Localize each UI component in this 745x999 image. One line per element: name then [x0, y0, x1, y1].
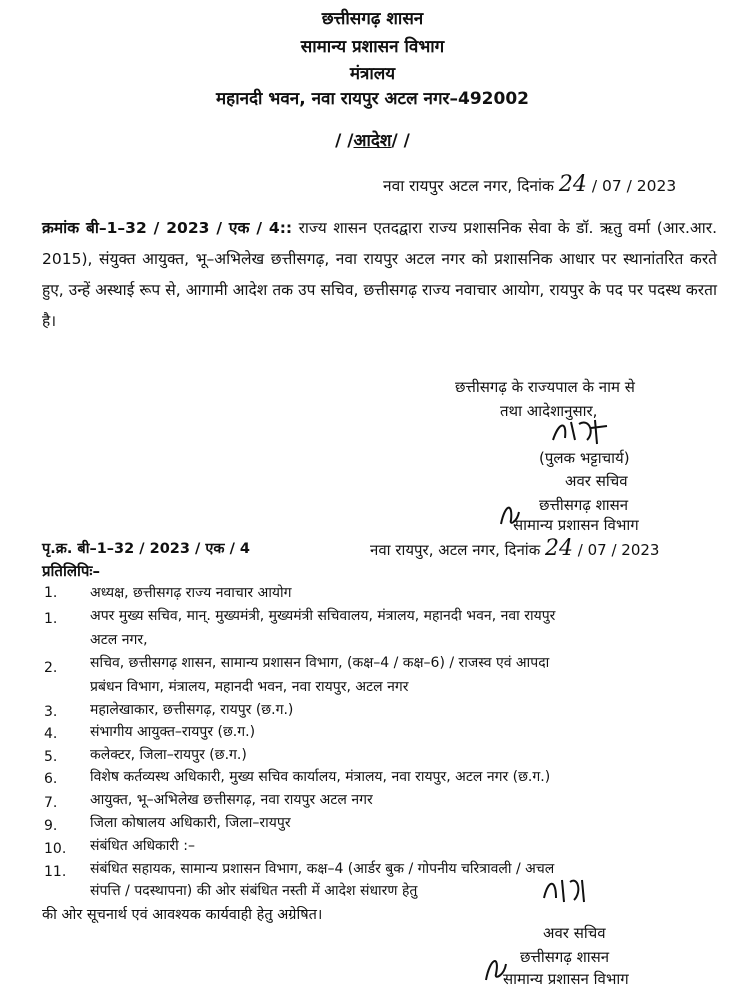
copy-item-num: 6.	[44, 771, 58, 787]
header-line-secretariat: मंत्रालय	[349, 64, 396, 84]
order-title-suffix: / /	[391, 131, 410, 151]
endorsement-month-year: / 07 / 2023	[577, 541, 660, 559]
copy-item-line: संबंधित अधिकारी :–	[90, 838, 195, 854]
order-number: क्रमांक बी–1–32 / 2023 / एक / 4::	[42, 219, 293, 237]
order-body	[42, 213, 717, 337]
order-title-word: आदेश	[353, 131, 392, 151]
copy-item-line: संभागीय आयुक्त–रायपुर (छ.ग.)	[90, 724, 256, 740]
signature1-line1: छत्तीसगढ़ के राज्यपाल के नाम से	[455, 378, 635, 396]
copy-item-num: 2.	[44, 660, 58, 676]
signature1-state: छत्तीसगढ़ शासन	[539, 496, 629, 514]
order-text: राज्य शासन एतदद्वारा राज्य प्रशासनिक सेवा के डॉ. ऋतु वर्मा (आर.आर. 2015), संयुक्त आयुक्त, भू–अभिलेख छत्तीसगढ़, नवा रायपुर अटल नगर को प्रशासनिक आधार पर स्थानांतरित करते हुए, उन्हें अस्थाई रूप से, आगामी आदेश तक उप सचिव, छत्तीसगढ़ राज्य नवाचार आयोग, रायपुर के पद पर पदस्थ करता है।	[42, 219, 717, 330]
copy-item-line: विशेष कर्तव्यस्थ अधिकारी, मुख्य सचिव कार्यालय, मंत्रालय, नवा रायपुर, अटल नगर (छ.ग.)	[90, 769, 551, 785]
copy-item-num: 7.	[44, 795, 58, 811]
copy-item-line: कलेक्टर, जिला–रायपुर (छ.ग.)	[90, 747, 247, 763]
copy-item-line: अटल नगर,	[90, 632, 148, 648]
copy-item-line: अपर मुख्य सचिव, मान्. मुख्यमंत्री, मुख्यमंत्री सचिवालय, मंत्रालय, महानदी भवन, नवा रायपुर	[90, 608, 556, 624]
signature2-state: छत्तीसगढ़ शासन	[520, 948, 610, 966]
copy-item-num: 3.	[44, 704, 58, 720]
order-title	[0, 128, 745, 151]
copy-item-num: 5.	[44, 749, 58, 765]
copy-item-line: आयुक्त, भू–अभिलेख छत्तीसगढ़, नवा रायपुर अटल नगर	[90, 792, 373, 808]
signature1-name: (पुलक भट्टाचार्य)	[539, 449, 630, 467]
endorsement-dateline	[370, 536, 659, 561]
copy-item-num: 1.	[44, 585, 58, 601]
copy-item-line: महालेखाकार, छत्तीसगढ़, रायपुर (छ.ग.)	[90, 702, 294, 718]
copy-label: प्रतिलिपिः–	[42, 562, 100, 580]
copy-item-line: संबंधित सहायक, सामान्य प्रशासन विभाग, कक्ष–4 (आर्डर बुक / गोपनीय चरित्रावली / अचल	[90, 861, 555, 877]
signature1-handwritten-signature	[545, 410, 635, 450]
signature1-designation: अवर सचिव	[565, 472, 628, 490]
signature1-department: सामान्य प्रशासन विभाग	[513, 516, 639, 534]
signature1-line2: तथा आदेशानुसार,	[500, 402, 598, 420]
dateline-place: नवा रायपुर अटल नगर, दिनांक	[383, 177, 554, 195]
order-dateline	[383, 172, 676, 197]
endorsement-place: नवा रायपुर, अटल नगर, दिनांक	[370, 541, 541, 559]
endorsement-number: पृ.क्र. बी–1–32 / 2023 / एक / 4	[42, 541, 251, 557]
endorsement-handwritten-day: 24	[545, 536, 573, 561]
copy-item-num: 4.	[44, 726, 58, 742]
copy-item-handwritten-initials	[538, 872, 594, 906]
signature2-department: सामान्य प्रशासन विभाग	[503, 970, 629, 988]
copy-item-num: 1.	[44, 611, 58, 627]
dateline-month-year: / 07 / 2023	[591, 177, 677, 195]
copy-item-line: संपत्ति / पदस्थापना) की ओर संबंधित नस्ती में आदेश संधारण हेतु	[90, 883, 418, 899]
header-line-department: सामान्य प्रशासन विभाग	[300, 37, 445, 57]
closing-line: की ओर सूचनार्थ एवं आवश्यक कार्यवाही हेतु अग्रेषित।	[42, 907, 323, 923]
header-line-address: महानदी भवन, नवा रायपुर अटल नगर–492002	[216, 89, 529, 109]
header-line-state: छत्तीसगढ़ शासन	[321, 9, 424, 29]
dateline-handwritten-day: 24	[558, 172, 587, 197]
copy-item-line: अध्यक्ष, छत्तीसगढ़ राज्य नवाचार आयोग	[90, 585, 292, 601]
copy-item-num: 11.	[44, 864, 67, 880]
signature2-designation: अवर सचिव	[543, 924, 606, 942]
copy-item-line: प्रबंधन विभाग, मंत्रालय, महानदी भवन, नवा रायपुर, अटल नगर	[90, 679, 409, 695]
order-title-prefix: / /	[335, 131, 354, 151]
copy-item-line: जिला कोषालय अधिकारी, जिला–रायपुर	[90, 815, 291, 831]
copy-item-num: 9.	[44, 818, 58, 834]
copy-item-num: 10.	[44, 841, 67, 857]
copy-item-line: सचिव, छत्तीसगढ़ शासन, सामान्य प्रशासन विभाग, (कक्ष–4 / कक्ष–6) / राजस्व एवं आपदा	[90, 655, 550, 671]
